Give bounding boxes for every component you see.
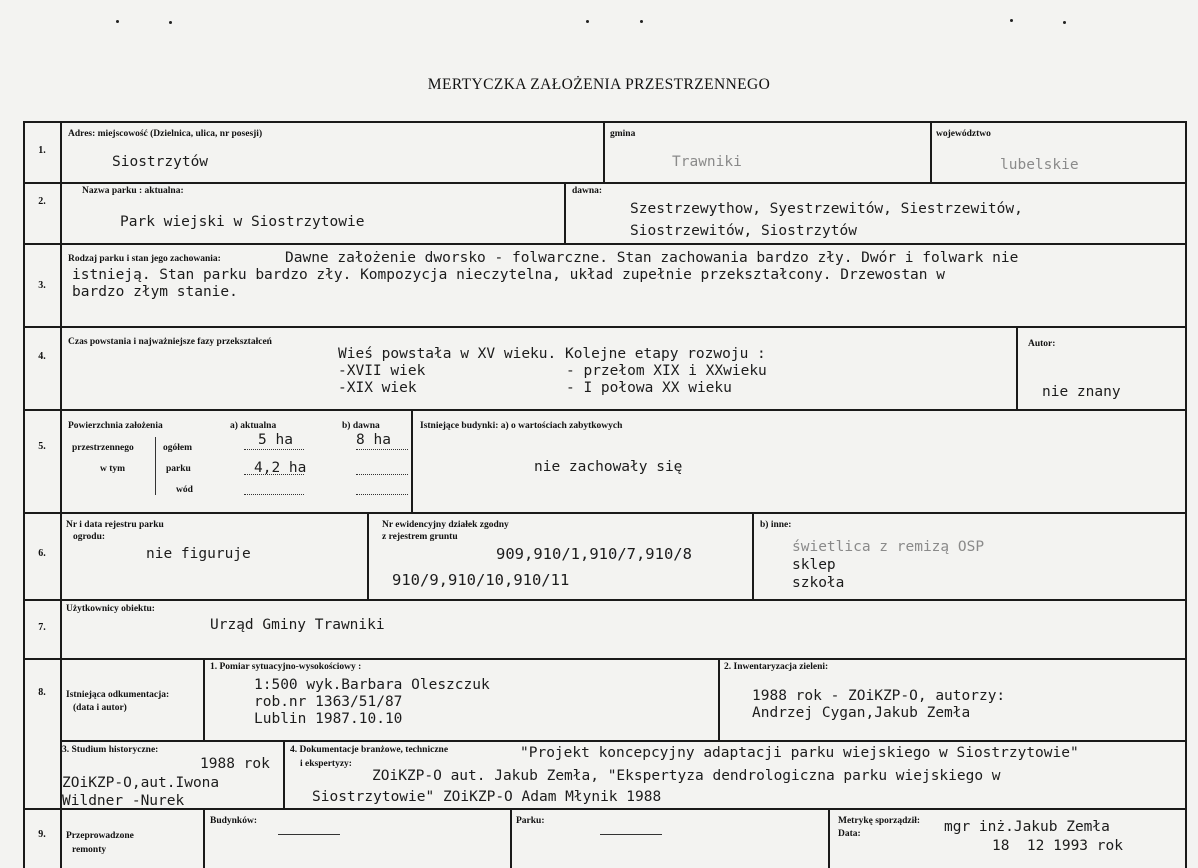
author-label: Autor: bbox=[1028, 339, 1056, 349]
inventory-line: 1988 rok - ZOiKZP-O, autorzy: bbox=[752, 688, 1006, 704]
other-buildings-line: sklep bbox=[792, 557, 836, 573]
history-phase: - I połowa XX wieku bbox=[566, 380, 732, 396]
history-phase: -XVII wiek bbox=[338, 363, 426, 379]
documentation-label: Istniejąca odkumentacja: bbox=[66, 690, 170, 700]
former-name-line: Siostrzewitów, Siostrzytów bbox=[630, 223, 857, 239]
historical-study-line: Wildner -Nurek bbox=[62, 793, 185, 807]
park-name-value: Park wiejski w Siostrzytowie bbox=[120, 214, 365, 230]
row-number: 8. bbox=[38, 687, 46, 698]
plots-value: 910/9,910/10,910/11 bbox=[392, 571, 570, 589]
date-value: 18 12 1993 rok bbox=[992, 838, 1123, 854]
fill-line bbox=[244, 474, 304, 475]
page-title: MERTYCZKA ZAŁOŻENIA PRZESTRZENNEGO bbox=[427, 76, 771, 93]
row-number: 1. bbox=[38, 145, 46, 156]
water-area-label: wód bbox=[176, 485, 193, 495]
buildings-value: nie zachowały się bbox=[534, 459, 683, 475]
park-repairs-label: Parku: bbox=[516, 816, 545, 826]
fill-line bbox=[278, 834, 340, 835]
history-phase: - przełom XIX i XXwieku bbox=[566, 363, 767, 379]
technical-docs-label: 4. Dokumentacje branżowe, techniczne bbox=[290, 745, 449, 755]
plots-label-2: z rejestrem gruntu bbox=[382, 532, 458, 542]
other-buildings-line: szkoła bbox=[792, 575, 845, 591]
survey-line: 1:500 wyk.Barbara Oleszczuk bbox=[254, 677, 490, 693]
former-name-label: dawna: bbox=[572, 186, 603, 196]
scan-speck bbox=[1063, 21, 1066, 24]
scan-speck bbox=[640, 20, 643, 23]
row-number: 9. bbox=[38, 829, 46, 840]
technical-docs-line: ZOiKZP-O aut. Jakub Zemła, "Ekspertyza dendrologiczna parku wiejskiego w bbox=[372, 768, 1001, 784]
history-label: Czas powstania i najważniejsze fazy przekształceń bbox=[68, 337, 272, 347]
scan-speck bbox=[586, 20, 589, 23]
scan-speck bbox=[116, 20, 119, 23]
historical-study-label: 3. Studium historyczne: bbox=[62, 745, 159, 755]
documentation-label-2: (data i autor) bbox=[73, 703, 127, 713]
row-number: 3. bbox=[38, 280, 46, 291]
date-label: Data: bbox=[838, 829, 861, 839]
scan-speck bbox=[1010, 19, 1013, 22]
row-number: 5. bbox=[38, 441, 46, 452]
repairs-label-2: remonty bbox=[72, 845, 107, 855]
plots-value: 909,910/1,910/7,910/8 bbox=[496, 545, 692, 563]
address-label: Adres: miejscowość (Dzielnica, ulica, nr posesji) bbox=[68, 129, 263, 139]
park-state-line: istnieją. Stan parku bardzo zły. Kompozycja nieczytelna, układ zupełnie przekształcony. Drzewostan w bbox=[72, 267, 945, 283]
row-number: 6. bbox=[38, 548, 46, 559]
park-area-label: parku bbox=[166, 464, 191, 474]
former-area-label: b) dawna bbox=[342, 421, 380, 431]
buildings-repairs-label: Budynków: bbox=[210, 816, 257, 826]
prepared-by-label: Metrykę sporządził: bbox=[838, 816, 921, 826]
historical-study-year: 1988 rok bbox=[200, 756, 270, 772]
plots-label: Nr ewidencyjny działek zgodny bbox=[382, 520, 509, 530]
total-label: ogółem bbox=[163, 443, 193, 453]
author-value: nie znany bbox=[1042, 384, 1121, 400]
register-label: Nr i data rejestru parku bbox=[66, 520, 164, 530]
fill-line bbox=[356, 474, 408, 475]
other-buildings-label: b) inne: bbox=[760, 520, 792, 530]
fill-line bbox=[244, 494, 304, 495]
history-phase: -XIX wiek bbox=[338, 380, 417, 396]
survey-line: Lublin 1987.10.10 bbox=[254, 711, 403, 727]
prepared-by-value: mgr inż.Jakub Zemła bbox=[944, 819, 1110, 835]
fill-line bbox=[244, 449, 304, 450]
former-name-line: Szestrzewythow, Syestrzewitów, Siestrzewitów, bbox=[630, 201, 1023, 217]
row-number: 2. bbox=[38, 196, 46, 207]
repairs-label: Przeprowadzone bbox=[66, 831, 134, 841]
buildings-label: Istniejące budynki: a) o wartościach zabytkowych bbox=[420, 421, 623, 431]
users-value: Urząd Gminy Trawniki bbox=[210, 617, 385, 633]
park-type-label: Rodzaj parku i stan jego zachowania: bbox=[68, 254, 221, 264]
voivodeship-value: lubelskie bbox=[1000, 157, 1079, 173]
inventory-line: Andrzej Cygan,Jakub Zemła bbox=[752, 705, 971, 721]
area-label: Powierzchnia założenia bbox=[68, 421, 163, 431]
history-line: Wieś powstała w XV wieku. Kolejne etapy rozwoju : bbox=[338, 346, 766, 362]
park-state-line: bardzo złym stanie. bbox=[72, 284, 238, 300]
users-label: Użytkownicy obiektu: bbox=[66, 604, 155, 614]
of-which-label: w tym bbox=[100, 464, 126, 474]
survey-line: rob.nr 1363/51/87 bbox=[254, 694, 403, 710]
fill-line bbox=[356, 494, 408, 495]
register-value: nie figuruje bbox=[146, 546, 251, 562]
park-name-label: Nazwa parku : aktualna: bbox=[82, 186, 184, 196]
survey-label: 1. Pomiar sytuacyjno-wysokościowy : bbox=[210, 662, 362, 672]
voivodeship-label: województwo bbox=[936, 129, 991, 139]
technical-docs-line: Siostrzytowie" ZOiKZP-O Adam Młynik 1988 bbox=[312, 789, 662, 805]
technical-docs-line: "Projekt koncepcyjny adaptacji parku wiejskiego w Siostrzytowie" bbox=[520, 745, 1079, 761]
row-number: 4. bbox=[38, 351, 46, 362]
gmina-label: gmina bbox=[610, 129, 636, 139]
area-label-2: przestrzennego bbox=[72, 443, 134, 453]
inventory-label: 2. Inwentaryzacja zieleni: bbox=[724, 662, 829, 672]
address-value: Siostrzytów bbox=[112, 154, 209, 170]
fill-line bbox=[356, 449, 408, 450]
total-current-value: 5 ha bbox=[258, 432, 293, 448]
fill-line bbox=[600, 834, 662, 835]
current-area-label: a) aktualna bbox=[230, 421, 277, 431]
other-buildings-line: świetlica z remizą OSP bbox=[792, 539, 985, 555]
technical-docs-label-2: i ekspertyzy: bbox=[300, 759, 352, 769]
park-state-line: Dawne założenie dworsko - folwarczne. Stan zachowania bardzo zły. Dwór i folwark nie bbox=[285, 250, 1019, 266]
park-current-value: 4,2 ha bbox=[254, 460, 307, 476]
gmina-value: Trawniki bbox=[672, 154, 742, 170]
scan-speck bbox=[169, 21, 172, 24]
total-former-value: 8 ha bbox=[356, 432, 391, 448]
row-number: 7. bbox=[38, 622, 46, 633]
historical-study-line: ZOiKZP-O,aut.Iwona bbox=[62, 775, 220, 791]
register-label-2: ogrodu: bbox=[73, 532, 106, 542]
